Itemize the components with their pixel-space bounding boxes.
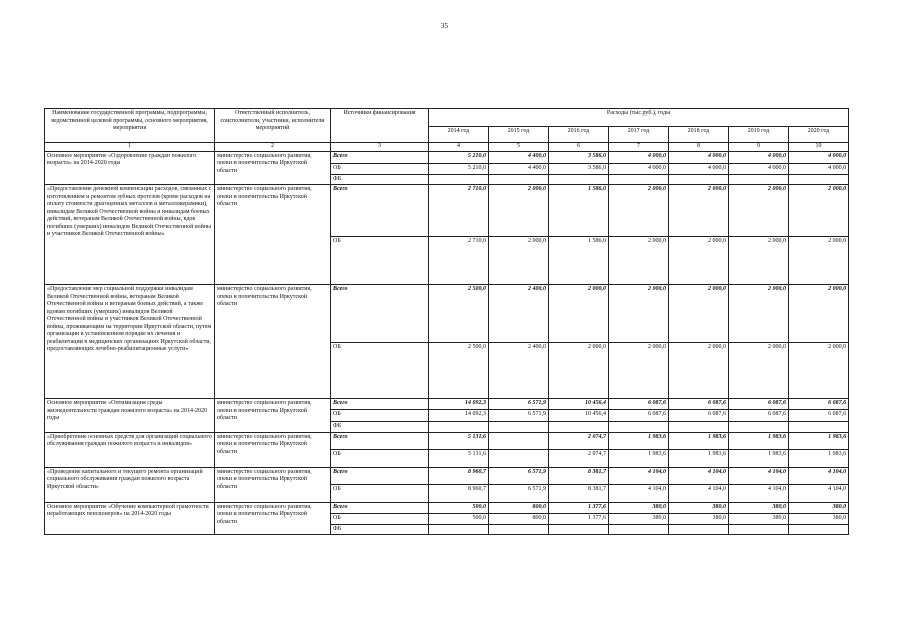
column-number: 10	[789, 143, 849, 152]
column-number: 4	[429, 143, 489, 152]
expense-value: 800,0	[489, 513, 549, 524]
expense-value	[549, 422, 609, 433]
executor-name: министерство социального развития, опеки и попечительства Иркутской области	[215, 467, 331, 502]
header-year: 2016 год	[549, 127, 609, 143]
expense-value	[549, 174, 609, 185]
expense-value: 10 456,4	[549, 399, 609, 410]
expense-value: 1 377,6	[549, 502, 609, 513]
expense-value: 2 000,0	[789, 285, 849, 343]
table-row	[45, 467, 849, 484]
funding-source: ОБ	[331, 449, 429, 467]
expense-value: 2 400,0	[489, 343, 549, 399]
expense-value: 2 000,0	[549, 343, 609, 399]
expense-value	[609, 422, 669, 433]
header-year: 2014 год	[429, 127, 489, 143]
expense-value: 5 210,0	[429, 151, 489, 163]
expense-value: 2 000,0	[669, 185, 729, 237]
expense-value	[729, 422, 789, 433]
expense-value	[729, 174, 789, 185]
expense-value: 6 087,6	[669, 399, 729, 410]
expense-value	[669, 524, 729, 535]
expense-value: 1 983,6	[609, 432, 669, 449]
column-number: 3	[331, 143, 429, 152]
expense-value: 4 104,0	[669, 484, 729, 502]
funding-source: Всего	[331, 502, 429, 513]
expense-value: 6 087,6	[789, 410, 849, 422]
expense-value: 6 571,9	[489, 410, 549, 422]
expense-value: 2 000,0	[669, 285, 729, 343]
expense-value: 380,0	[609, 502, 669, 513]
table-row	[45, 285, 849, 343]
expense-value: 5 131,6	[429, 432, 489, 449]
expense-value: 380,0	[669, 513, 729, 524]
header-source-column: Источники финансирования	[331, 109, 429, 143]
executor-name: министерство социального развития, опеки и попечительства Иркутской области	[215, 502, 331, 535]
measure-name: «Предоставление мер социальной поддержки инвалидам Великой Отечественной войны, ветеранам Великой Отечественной войны и ветеранам боевых действий, а также вдовам погибших (умерших) инвалидов Великой Отечественной войны и участников Великой Отечественной войны, проживающим на территории Иркутской области, путем организации в установленном порядке их лечения и реабилитации в медицинских организациях Иркутской области, предоставляющих лечебно-реабилитационные услуги»	[45, 285, 215, 399]
expense-value: 10 456,4	[549, 410, 609, 422]
funding-source: Всего	[331, 399, 429, 410]
expense-value: 6 087,6	[669, 410, 729, 422]
expense-value	[429, 422, 489, 433]
expense-value: 500,0	[429, 513, 489, 524]
expense-value	[489, 449, 549, 467]
expense-value: 6 087,6	[609, 410, 669, 422]
expense-value: 4 104,0	[669, 467, 729, 484]
expense-value	[489, 174, 549, 185]
expense-value: 2 074,7	[549, 432, 609, 449]
expense-value: 2 000,0	[729, 185, 789, 237]
column-number: 5	[489, 143, 549, 152]
measure-name: Основное мероприятие «Оптимизация среды жизнедеятельности граждан пожилого возраста» на 2014-2020 годы	[45, 399, 215, 433]
expense-value: 1 586,0	[549, 237, 609, 285]
header-year: 2020 год	[789, 127, 849, 143]
funding-source: Всего	[331, 185, 429, 237]
column-number-row	[45, 143, 849, 152]
expense-value	[789, 524, 849, 535]
funding-source: ОБ	[331, 237, 429, 285]
page-number: 35	[441, 22, 448, 30]
column-number: 9	[729, 143, 789, 152]
funding-source: ФБ	[331, 422, 429, 433]
table-row	[45, 151, 849, 163]
expense-value: 800,0	[489, 502, 549, 513]
funding-source: ОБ	[331, 410, 429, 422]
expense-value: 14 092,3	[429, 410, 489, 422]
expense-value: 380,0	[729, 502, 789, 513]
expense-value: 1 983,6	[789, 432, 849, 449]
column-number: 1	[45, 143, 215, 152]
expense-value	[669, 422, 729, 433]
expense-value: 6 087,6	[729, 410, 789, 422]
expense-value: 2 000,0	[609, 185, 669, 237]
expense-value: 6 087,6	[729, 399, 789, 410]
expense-value: 1 983,6	[669, 449, 729, 467]
expense-value	[429, 524, 489, 535]
funding-source: Всего	[331, 432, 429, 449]
header-year: 2015 год	[489, 127, 549, 143]
expense-value: 2 000,0	[669, 237, 729, 285]
expense-value	[489, 422, 549, 433]
expense-value: 1 586,0	[549, 185, 609, 237]
expense-value: 8 381,7	[549, 484, 609, 502]
expense-value: 6 571,9	[489, 467, 549, 484]
expense-value: 4 000,0	[609, 163, 669, 174]
expense-value: 6 571,9	[489, 399, 549, 410]
expense-value: 4 104,0	[729, 484, 789, 502]
funding-source: ОБ	[331, 513, 429, 524]
funding-source: Всего	[331, 467, 429, 484]
expense-value: 2 000,0	[789, 343, 849, 399]
expense-value	[729, 524, 789, 535]
measure-name: «Проведение капитального и текущего ремонта организаций социального обслуживания граждан пожилого возраста Иркутской области»	[45, 467, 215, 502]
header-executor-column: Ответственный исполнитель, соисполнители, участники, исполнители мероприятий	[215, 109, 331, 143]
expense-value: 4 400,0	[489, 163, 549, 174]
expense-value: 4 104,0	[609, 467, 669, 484]
expense-value: 1 983,6	[609, 449, 669, 467]
expense-value: 2 000,0	[729, 285, 789, 343]
header-year: 2018 год	[669, 127, 729, 143]
expense-value	[609, 524, 669, 535]
expense-value: 4 104,0	[609, 484, 669, 502]
expense-value: 2 710,0	[429, 185, 489, 237]
expense-value: 3 586,0	[549, 151, 609, 163]
expense-value: 2 000,0	[489, 185, 549, 237]
expense-value: 4 000,0	[789, 163, 849, 174]
expense-value: 2 500,0	[429, 343, 489, 399]
expense-value: 3 586,0	[549, 163, 609, 174]
table-row	[45, 432, 849, 449]
funding-source: ОБ	[331, 484, 429, 502]
executor-name: министерство социального развития, опеки и попечительства Иркутской области	[215, 151, 331, 185]
funding-source: ОБ	[331, 163, 429, 174]
expense-value: 4 000,0	[789, 151, 849, 163]
expense-value: 1 377,6	[549, 513, 609, 524]
executor-name: министерство социального развития, опеки и попечительства Иркутской области	[215, 285, 331, 399]
expense-value: 4 000,0	[669, 151, 729, 163]
table-row	[45, 502, 849, 513]
header-year: 2019 год	[729, 127, 789, 143]
funding-source: Всего	[331, 151, 429, 163]
expense-value: 380,0	[609, 513, 669, 524]
expense-value: 8 960,7	[429, 467, 489, 484]
expense-value: 2 000,0	[729, 237, 789, 285]
expense-value	[489, 432, 549, 449]
expense-value	[429, 174, 489, 185]
expense-value: 1 983,6	[789, 449, 849, 467]
expense-value	[609, 174, 669, 185]
expense-value	[669, 174, 729, 185]
expense-value: 2 000,0	[789, 185, 849, 237]
measure-name: «Предоставление денежной компенсации расходов, связанных с изготовлением и ремонтом зубных протезов (кроме расходов на оплату стоимости драгоценных металлов и металлокерамики), инвалидам Великой Отечественной войны и инвалидам боевых действий, ветеранам Великой Отечественной войны, вдов погибших (умерших) инвалидов Великой Отечественной войны и участников Великой Отечественной войны»	[45, 185, 215, 285]
expense-value: 380,0	[669, 502, 729, 513]
column-number: 8	[669, 143, 729, 152]
expense-value: 1 983,6	[669, 432, 729, 449]
expense-value: 2 500,0	[429, 285, 489, 343]
expense-value: 2 710,0	[429, 237, 489, 285]
expense-value: 4 000,0	[729, 163, 789, 174]
expense-value: 500,0	[429, 502, 489, 513]
funding-source: ОБ	[331, 343, 429, 399]
expense-value: 6 087,6	[789, 399, 849, 410]
expense-value: 2 000,0	[729, 343, 789, 399]
funding-source: ФБ	[331, 524, 429, 535]
expense-value: 5 210,0	[429, 163, 489, 174]
measure-name: «Приобретение основных средств для организаций социального обслуживания граждан пожилого возраста и инвалидов»	[45, 432, 215, 467]
expense-value: 8 381,7	[549, 467, 609, 484]
expense-value: 380,0	[789, 502, 849, 513]
executor-name: министерство социального развития, опеки и попечительства Иркутской области	[215, 399, 331, 433]
header-year: 2017 год	[609, 127, 669, 143]
expense-value: 1 983,6	[729, 432, 789, 449]
expense-value	[789, 174, 849, 185]
header-expenses-column: Расходы (тыс.руб.), годы	[429, 109, 849, 127]
expense-value: 2 000,0	[609, 237, 669, 285]
expense-value: 4 000,0	[669, 163, 729, 174]
expense-value: 2 000,0	[489, 237, 549, 285]
table-row	[45, 185, 849, 237]
expenses-table	[44, 108, 849, 535]
expense-value: 14 092,3	[429, 399, 489, 410]
expense-value: 2 400,0	[489, 285, 549, 343]
executor-name: министерство социального развития, опеки и попечительства Иркутской области	[215, 185, 331, 285]
expense-value: 380,0	[789, 513, 849, 524]
header-name-column: Наименование государственной программы, подпрограммы, ведомственной целевой программы, основного мероприятия, мероприятия	[45, 109, 215, 143]
expense-value: 2 000,0	[669, 343, 729, 399]
expense-value: 2 074,7	[549, 449, 609, 467]
expense-value: 2 000,0	[609, 285, 669, 343]
expense-value	[789, 422, 849, 433]
expense-value: 4 104,0	[789, 484, 849, 502]
expense-value: 4 400,0	[489, 151, 549, 163]
expense-value: 2 000,0	[789, 237, 849, 285]
expense-value	[489, 524, 549, 535]
expense-value: 1 983,6	[729, 449, 789, 467]
expense-value: 6 571,9	[489, 484, 549, 502]
table-row	[45, 399, 849, 410]
column-number: 7	[609, 143, 669, 152]
table-body	[45, 151, 849, 535]
expense-value: 4 000,0	[729, 151, 789, 163]
measure-name: Основное мероприятие «Обучение компьютерной грамотности неработающих пенсионеров» на 2014-2020 годы	[45, 502, 215, 535]
funding-source: Всего	[331, 285, 429, 343]
executor-name: министерство социального развития, опеки и попечительства Иркутской области	[215, 432, 331, 467]
column-number: 6	[549, 143, 609, 152]
expense-value: 2 000,0	[549, 285, 609, 343]
expense-value: 380,0	[729, 513, 789, 524]
expense-value: 6 087,6	[609, 399, 669, 410]
expense-value: 4 104,0	[789, 467, 849, 484]
column-number: 2	[215, 143, 331, 152]
expense-value: 2 000,0	[609, 343, 669, 399]
expense-value: 8 960,7	[429, 484, 489, 502]
expense-value	[549, 524, 609, 535]
expense-value: 4 000,0	[609, 151, 669, 163]
measure-name: Основное мероприятие «Оздоровление граждан пожилого возраста» на 2014-2020 годы	[45, 151, 215, 185]
expense-value: 5 131,6	[429, 449, 489, 467]
expense-value: 4 104,0	[729, 467, 789, 484]
funding-source: ФБ	[331, 174, 429, 185]
